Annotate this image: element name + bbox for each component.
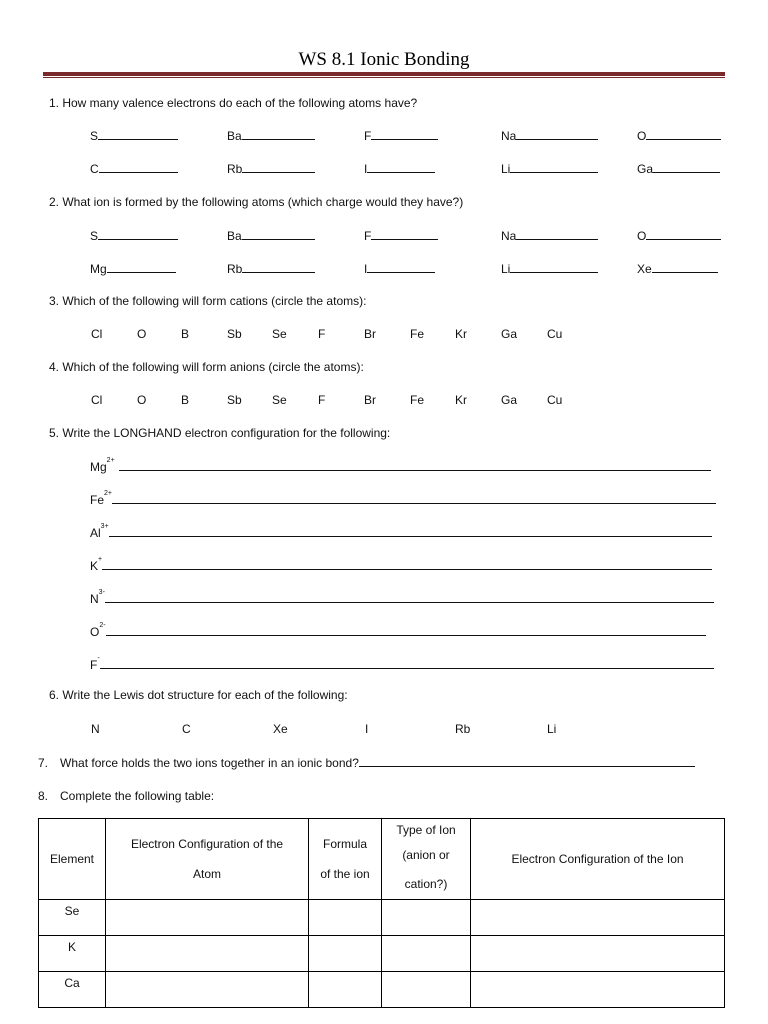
answer-blank[interactable] (646, 128, 721, 140)
question-6-prompt: 6. Write the Lewis dot structure for each of the following: (49, 688, 348, 702)
atom-label: Na (501, 129, 517, 143)
ion-symbol: Mg (90, 460, 107, 474)
atom-label: S (90, 129, 99, 143)
answer-item[interactable] (637, 228, 721, 243)
answer-item[interactable] (501, 161, 598, 176)
answer-item[interactable] (637, 161, 720, 176)
answer-blank[interactable] (105, 591, 714, 603)
atom-label: Ba (227, 229, 242, 243)
question-3-prompt: 3. Which of the following will form cations (circle the atoms): (49, 294, 367, 308)
atom-option[interactable]: F (318, 393, 326, 407)
answer-item[interactable] (227, 228, 315, 243)
answer-blank[interactable] (367, 261, 435, 273)
atom-option[interactable]: B (181, 393, 190, 407)
element-cell: K (39, 936, 106, 972)
header-atom-config: Electron Configuration of the Atom (106, 819, 309, 900)
answer-item[interactable] (501, 228, 598, 243)
atom-label: F (364, 229, 372, 243)
answer-item[interactable] (637, 261, 718, 276)
atom-label: C (90, 162, 99, 176)
atom-label: I (364, 162, 368, 176)
answer-blank[interactable] (359, 755, 695, 767)
atom-option[interactable]: Se (272, 327, 287, 341)
atom-option[interactable]: Br (364, 393, 376, 407)
atom-label: I (364, 262, 368, 276)
question-1-prompt: 1. How many valence electrons do each of the following atoms have? (49, 96, 418, 110)
atom-option[interactable]: B (181, 327, 190, 341)
ion-charge: + (98, 556, 103, 563)
header-type: Type of Ion (anion or cation?) (382, 819, 471, 900)
config-line[interactable] (90, 459, 711, 474)
atom-option[interactable]: O (137, 327, 147, 341)
atom-option[interactable]: Br (364, 327, 376, 341)
answer-item[interactable] (90, 161, 178, 176)
answer-blank[interactable] (109, 525, 712, 537)
answer-blank[interactable] (100, 657, 714, 669)
answer-blank[interactable] (112, 492, 716, 504)
atom-label: O (637, 129, 647, 143)
answer-blank[interactable] (102, 558, 712, 570)
title-rule-thin (43, 77, 725, 78)
ion-symbol: Fe (90, 493, 105, 507)
title-rule-thick (43, 72, 725, 76)
ion-symbol: F (90, 658, 98, 672)
config-line[interactable] (90, 657, 714, 672)
lewis-atom[interactable]: Li (547, 722, 557, 736)
atom-config-cell[interactable] (106, 900, 309, 936)
ion-charge: 2+ (104, 490, 112, 497)
answer-blank[interactable] (106, 624, 706, 636)
atom-label: O (637, 229, 647, 243)
atom-option[interactable]: O (137, 393, 147, 407)
config-line[interactable] (90, 624, 706, 639)
atom-label: Li (501, 162, 511, 176)
atom-option[interactable]: Kr (455, 327, 467, 341)
atom-option[interactable]: Sb (227, 327, 242, 341)
question-4-prompt: 4. Which of the following will form anions (circle the atoms): (49, 360, 364, 374)
answer-blank[interactable] (653, 161, 720, 173)
answer-item[interactable] (90, 128, 178, 143)
atom-label: Xe (637, 262, 652, 276)
answer-blank[interactable] (242, 228, 315, 240)
atom-label: Ba (227, 129, 242, 143)
answer-item[interactable] (364, 228, 438, 243)
lewis-atom[interactable]: Rb (455, 722, 471, 736)
atom-label: Li (501, 262, 511, 276)
atom-option[interactable]: Ga (501, 327, 518, 341)
ion-symbol: K (90, 559, 99, 573)
question-7-prompt: What force holds the two ions together in an ionic bond? (60, 756, 359, 770)
answer-blank[interactable] (98, 128, 178, 140)
answer-blank[interactable] (242, 128, 315, 140)
formula-cell[interactable] (309, 972, 382, 1008)
table-row (39, 900, 725, 936)
ion-charge: 3+ (100, 523, 109, 530)
atom-option[interactable]: Cu (547, 393, 563, 407)
atom-option[interactable]: Fe (410, 327, 425, 341)
question-number: 8. (38, 789, 49, 803)
atom-option[interactable]: Cl (91, 393, 103, 407)
answer-blank[interactable] (652, 261, 718, 273)
answer-item[interactable] (637, 128, 721, 143)
ion-symbol: Al (90, 526, 101, 540)
answer-blank[interactable] (516, 128, 598, 140)
type-cell[interactable] (382, 936, 471, 972)
answer-item[interactable] (90, 228, 178, 243)
config-line[interactable] (90, 525, 712, 540)
lewis-atom[interactable]: I (365, 722, 369, 736)
atom-label: Rb (227, 162, 243, 176)
type-cell[interactable] (382, 900, 471, 936)
answer-item[interactable] (227, 128, 315, 143)
ion-table (38, 818, 725, 1008)
ion-config-cell[interactable] (471, 972, 725, 1008)
atom-label: F (364, 129, 372, 143)
ion-config-cell[interactable] (471, 936, 725, 972)
question-number: 7. (38, 756, 49, 770)
atom-option[interactable]: Sb (227, 393, 242, 407)
answer-blank[interactable] (510, 161, 598, 173)
question-8 (38, 789, 214, 803)
header-ion-config: Electron Configuration of the Ion (471, 819, 725, 900)
atom-option[interactable]: Cu (547, 327, 563, 341)
ion-charge: - (97, 655, 100, 662)
answer-item[interactable] (364, 161, 435, 176)
atom-label: Rb (227, 262, 243, 276)
table-row (39, 936, 725, 972)
atom-config-cell[interactable] (106, 972, 309, 1008)
answer-blank[interactable] (646, 228, 721, 240)
answer-item[interactable] (364, 261, 435, 276)
atom-label: Mg (90, 262, 107, 276)
answer-blank[interactable] (107, 261, 176, 273)
ion-symbol: O (90, 625, 100, 639)
header-formula: Formula of the ion (309, 819, 382, 900)
ion-charge: 3- (98, 589, 105, 596)
answer-blank[interactable] (371, 228, 438, 240)
answer-blank[interactable] (98, 228, 178, 240)
answer-item[interactable] (227, 261, 315, 276)
answer-item[interactable] (364, 128, 438, 143)
question-5-prompt: 5. Write the LONGHAND electron configuration for the following: (49, 426, 391, 440)
answer-blank[interactable] (367, 161, 435, 173)
atom-label: Na (501, 229, 517, 243)
atom-option[interactable]: Ga (501, 393, 518, 407)
element-cell: Se (39, 900, 106, 936)
atom-option[interactable]: F (318, 327, 326, 341)
answer-blank[interactable] (510, 261, 598, 273)
answer-blank[interactable] (516, 228, 598, 240)
atom-option[interactable]: Kr (455, 393, 467, 407)
atom-option[interactable]: Se (272, 393, 287, 407)
answer-blank[interactable] (99, 161, 178, 173)
answer-item[interactable] (90, 261, 176, 276)
lewis-atom[interactable]: C (182, 722, 191, 736)
question-7[interactable] (38, 755, 695, 770)
answer-blank[interactable] (119, 459, 711, 471)
atom-option[interactable]: Fe (410, 393, 425, 407)
answer-blank[interactable] (242, 261, 315, 273)
atom-config-cell[interactable] (106, 936, 309, 972)
type-cell[interactable] (382, 972, 471, 1008)
ion-config-cell[interactable] (471, 900, 725, 936)
atom-label: S (90, 229, 99, 243)
formula-cell[interactable] (309, 900, 382, 936)
table-header-row (39, 819, 725, 900)
answer-item[interactable] (227, 161, 315, 176)
ion-charge: 2+ (106, 457, 115, 464)
config-line[interactable] (90, 492, 716, 507)
table-row (39, 972, 725, 1008)
lewis-atom[interactable]: Xe (273, 722, 288, 736)
element-cell: Ca (39, 972, 106, 1008)
config-line[interactable] (90, 558, 712, 573)
config-line[interactable] (90, 591, 714, 606)
answer-blank[interactable] (242, 161, 315, 173)
answer-item[interactable] (501, 261, 598, 276)
question-2-prompt: 2. What ion is formed by the following atoms (which charge would they have?) (49, 195, 464, 209)
question-8-prompt: Complete the following table: (60, 789, 215, 803)
formula-cell[interactable] (309, 936, 382, 972)
answer-item[interactable] (501, 128, 598, 143)
header-element: Element (39, 819, 106, 900)
lewis-atom[interactable]: N (91, 722, 100, 736)
answer-blank[interactable] (371, 128, 438, 140)
ion-symbol: N (90, 592, 99, 606)
atom-label: Ga (637, 162, 654, 176)
page-title: WS 8.1 Ionic Bonding (298, 49, 470, 70)
ion-charge: 2- (99, 622, 106, 629)
atom-option[interactable]: Cl (91, 327, 103, 341)
